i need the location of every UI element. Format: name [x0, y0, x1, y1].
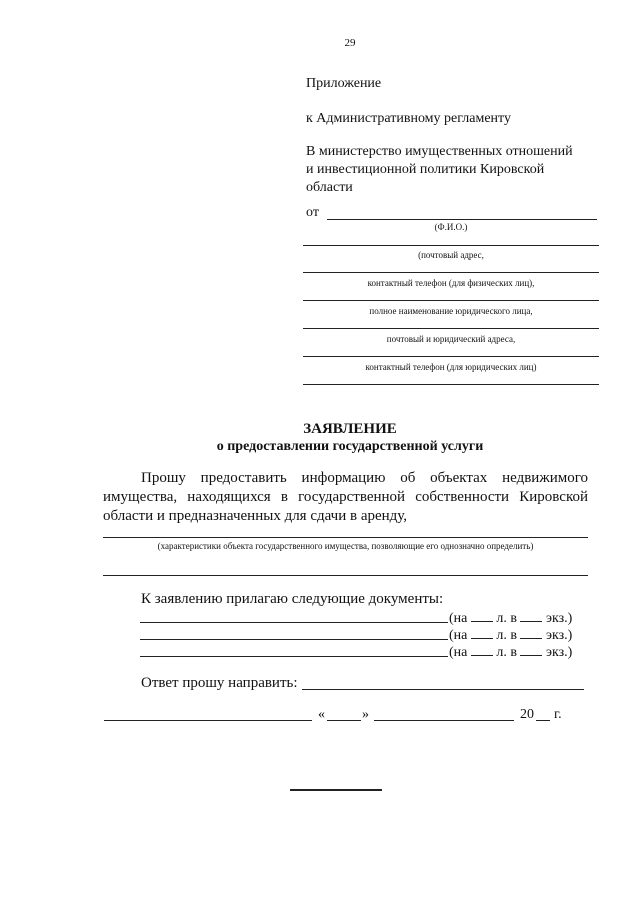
date-year-field[interactable]: [536, 720, 550, 721]
attachment-name-field[interactable]: [140, 622, 448, 623]
characteristics-line-2[interactable]: [103, 575, 588, 576]
phone-legal-caption: контактный телефон (для юридических лиц): [365, 362, 537, 372]
postal-address-line[interactable]: [303, 245, 599, 246]
addressee-line: области: [306, 180, 353, 195]
appendix-label: Приложение: [306, 76, 382, 91]
attachment-row: [140, 626, 584, 644]
attachment-suffix: (на л. в экз.): [449, 645, 573, 660]
end-separator: [290, 789, 382, 791]
addressee: [306, 143, 626, 197]
copies-field[interactable]: [520, 643, 542, 656]
date-month-field[interactable]: [374, 720, 514, 721]
page-number: 29: [344, 37, 356, 49]
attachments-intro: К заявлению прилагаю следующие документы:: [141, 591, 444, 607]
addressee-line: и инвестиционной политики Кировской: [306, 162, 545, 177]
legal-name-line[interactable]: [303, 300, 599, 301]
attachment-row: [140, 643, 584, 661]
phone-individual-line[interactable]: [303, 272, 599, 273]
attachment-suffix: (на л. в экз.): [449, 628, 573, 643]
date-day-field[interactable]: [327, 720, 361, 721]
sheets-field[interactable]: [471, 626, 493, 639]
date-day-close-quote: »: [362, 707, 369, 722]
request-paragraph: [103, 469, 588, 526]
extra-line[interactable]: [303, 384, 599, 385]
addressee-line: В министерство имущественных отношений: [306, 144, 573, 159]
legal-name-caption: полное наименование юридического лица,: [369, 306, 533, 316]
copies-field[interactable]: [520, 609, 542, 622]
characteristics-caption: (характеристики объекта государственного имущества, позволяющие его однозначно определить): [157, 541, 534, 551]
date-day-open-quote: «: [318, 707, 325, 722]
document-title: ЗАЯВЛЕНИЕ: [303, 421, 397, 437]
phone-legal-line[interactable]: [303, 356, 599, 357]
sheets-field[interactable]: [471, 609, 493, 622]
reply-field[interactable]: [302, 689, 584, 690]
fio-line[interactable]: [327, 219, 597, 220]
signature-field[interactable]: [104, 720, 312, 721]
fio-caption: (Ф.И.О.): [434, 222, 468, 232]
phone-individual-caption: контактный телефон (для физических лиц),: [367, 278, 535, 288]
legal-address-caption: почтовый и юридический адреса,: [386, 334, 516, 344]
reply-label: Ответ прошу направить:: [141, 675, 298, 691]
attachment-row: [140, 609, 584, 627]
attachment-name-field[interactable]: [140, 656, 448, 657]
date-year-prefix: 20: [520, 707, 534, 722]
postal-address-caption: (почтовый адрес,: [418, 250, 484, 260]
from-label: от: [306, 205, 319, 220]
document-subtitle: о предоставлении государственной услуги: [216, 439, 484, 454]
characteristics-line[interactable]: [103, 537, 588, 538]
attachment-suffix: (на л. в экз.): [449, 611, 573, 626]
sheets-field[interactable]: [471, 643, 493, 656]
copies-field[interactable]: [520, 626, 542, 639]
request-text: Прошу предоставить информацию об объектах недвижимого имущества, находящихся в государственной собственности Кировской области и предназначенных для сдачи в аренду,: [103, 470, 588, 524]
legal-address-line[interactable]: [303, 328, 599, 329]
attachment-name-field[interactable]: [140, 639, 448, 640]
date-year-suffix: г.: [554, 707, 562, 722]
regulation-label: к Административному регламенту: [306, 111, 511, 126]
